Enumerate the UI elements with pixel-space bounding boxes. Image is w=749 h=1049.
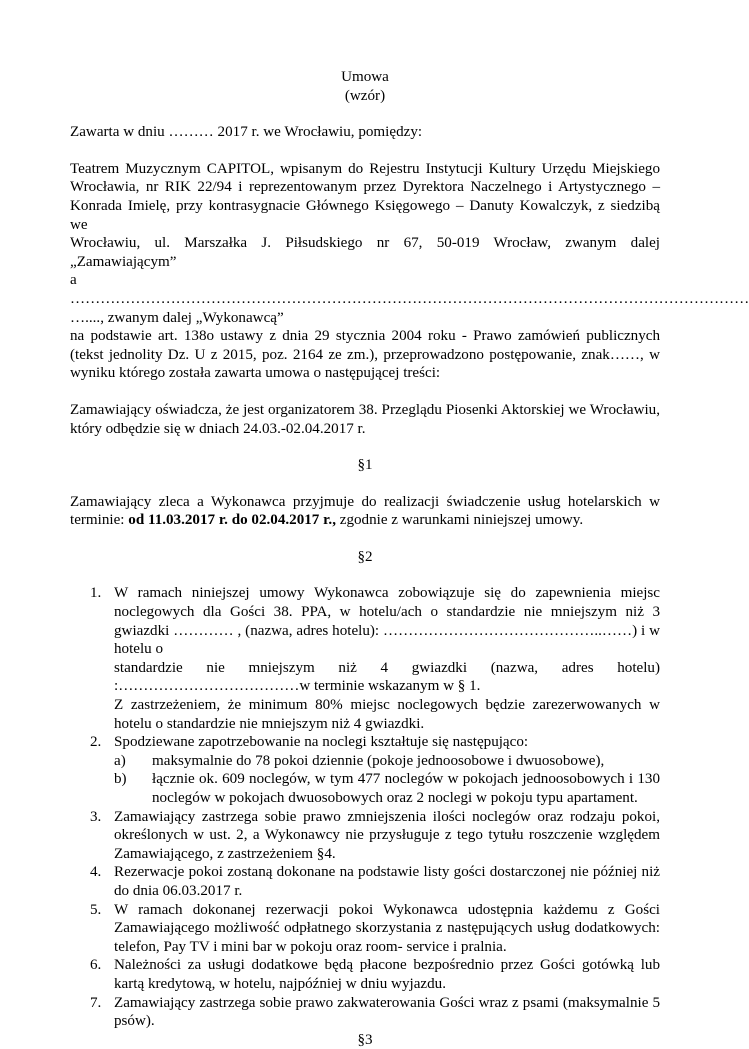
list-item-number: 1. bbox=[90, 585, 102, 602]
document-title: Umowa bbox=[341, 69, 389, 85]
sublist-item-letter: a) bbox=[114, 752, 126, 769]
sublist-item-text: maksymalnie do 78 pokoi dziennie (pokoje jednoosobowe i dwuosobowe), bbox=[152, 752, 605, 769]
list-item-number: 2. bbox=[90, 734, 102, 751]
contract-document bbox=[70, 68, 749, 1049]
sublist-item-text: łącznie ok. 609 noclegów, w tym 477 noclegów w pokojach jednoosobowych i 130 noclegów w pokojach dwuosobowych oraz 2 noclegi w pokoju typu apartament. bbox=[152, 771, 660, 806]
item2-sublist bbox=[114, 752, 660, 808]
section1-text-after: zgodnie z warunkami niniejszej umowy. bbox=[335, 512, 584, 529]
list-item bbox=[70, 994, 660, 1031]
section1-text-before: Zamawiający zleca a Wykonawca przyjmuje do realizacji świadczenie usług hotelarskich w terminie: bbox=[70, 493, 660, 529]
document-subtitle: (wzór) bbox=[344, 87, 386, 104]
party1-block bbox=[70, 160, 660, 272]
item1-part3: :………………………………w terminie wskazanym w § 1. bbox=[114, 678, 481, 695]
sublist-item bbox=[114, 770, 660, 807]
sublist-item-letter: b) bbox=[114, 771, 127, 788]
and-word: a bbox=[70, 272, 77, 289]
list-item-text: Zamawiający zastrzega sobie prawo zakwaterowania Gości wraz z psami (maksymalnie 5 psów). bbox=[114, 994, 660, 1030]
list-item bbox=[70, 733, 660, 807]
section1-text bbox=[70, 493, 660, 530]
list-item bbox=[70, 808, 660, 864]
list-item bbox=[70, 584, 660, 733]
list-item bbox=[70, 863, 660, 900]
section1-heading: §1 bbox=[357, 457, 373, 474]
item1-part4: Z zastrzeżeniem, że minimum 80% miejsc noclegowych będzie zarezerwowanych w hotelu o standardzie nie mniejszym niż 4 gwiazdki. bbox=[114, 697, 660, 732]
list-item-number: 6. bbox=[90, 957, 102, 974]
item2-text: Spodziewane zapotrzebowanie na noclegi kształtuje się następująco: bbox=[114, 734, 529, 751]
section3-heading: §3 bbox=[357, 1031, 373, 1048]
intro-line: Zawarta w dniu ……… 2017 r. we Wrocławiu, pomiędzy: bbox=[70, 124, 423, 141]
party1-line: Wrocławia, nr RIK 22/94 i reprezentowanym przez Dyrektora Naczelnego i Artystycznego – bbox=[70, 179, 660, 196]
item1-part1: W ramach niniejszej umowy Wykonawca zobowiązuje się do zapewnienia miejsc noclegowych dla Gości 38. PPA, w hotelu/ach o standardzie nie mniejszym niż 3 gwiazdki ………… , (nazwa, adres hotelu): ……………………………………..……) i w hotelu o bbox=[114, 585, 660, 658]
section2-heading: §2 bbox=[357, 548, 373, 565]
list-item-text: Zamawiający zastrzega sobie prawo zmniejszenia ilości noclegów oraz rodzaju pokoi, określonych w ust. 2, a Wykonawcy nie przysługuje z tego tytułu roszczenie względem Zamawiającego, z zastrzeżeniem §4. bbox=[114, 808, 660, 862]
list-item-number: 7. bbox=[90, 994, 102, 1011]
list-item bbox=[70, 956, 660, 993]
party1-line: „Zamawiającym” bbox=[70, 253, 177, 270]
legal-basis: na podstawie art. 138o ustawy z dnia 29 stycznia 2004 roku - Prawo zamówień publicznych (tekst jednolity Dz. U z 2015, poz. 2164 ze zm.), przeprowadzono postępowanie, znak……, w wyniku którego została zawarta umowa o następującej treści: bbox=[70, 328, 660, 382]
declaration: Zamawiający oświadcza, że jest organizatorem 38. Przeglądu Piosenki Aktorskiej we Wrocławiu, który odbędzie się w dniach 24.03.-02.04.2017 r. bbox=[70, 401, 660, 437]
section1-date-range: od 11.03.2017 r. do 02.04.2017 r., bbox=[128, 512, 336, 529]
section2-list bbox=[70, 584, 660, 1030]
list-item bbox=[70, 901, 660, 957]
list-item-text: Należności za usługi dodatkowe będą płacone bezpośrednio przez Gości gotówką lub kartą kredytową, w hotelu, najpóźniej w dniu wyjazdu. bbox=[114, 957, 660, 992]
list-item-number: 5. bbox=[90, 901, 102, 918]
list-item-text: Rezerwacje pokoi zostaną dokonane na podstawie listy gości dostarczonej nie później niż do dnia 06.03.2017 r. bbox=[114, 864, 660, 899]
party1-line: Teatrem Muzycznym CAPITOL, wpisanym do Rejestru Instytucji Kultury Urzędu Miejskiego bbox=[70, 160, 660, 177]
list-item-text: W ramach dokonanej rezerwacji pokoi Wykonawca udostępnia każdemu z Gości Zamawiającego możliwość odpłatnego skorzystania z następujących usług dodatkowych: telefon, Pay TV i mini bar w pokoju oraz room- service i pralnia. bbox=[114, 901, 660, 955]
list-item-number: 3. bbox=[90, 808, 102, 825]
party1-line: Wrocławiu, ul. Marszałka J. Piłsudskiego nr 67, 50-019 Wrocław, zwanym dalej bbox=[70, 235, 660, 252]
sublist-item bbox=[114, 752, 660, 771]
item1-part2: standardzie nie mniejszym niż 4 gwiazdki (nazwa, adres hotelu) bbox=[114, 659, 660, 676]
party1-line: Konrada Imielę, przy kontrasygnacie Głównego Księgowego – Danuty Kowalczyk, z siedzibą we bbox=[70, 197, 660, 233]
contractor-dots-line: ……………………………………………………………………………………………………………………… bbox=[70, 290, 749, 307]
list-item-number: 4. bbox=[90, 864, 102, 881]
contractor-line: …...., zwanym dalej „Wykonawcą” bbox=[70, 309, 284, 326]
